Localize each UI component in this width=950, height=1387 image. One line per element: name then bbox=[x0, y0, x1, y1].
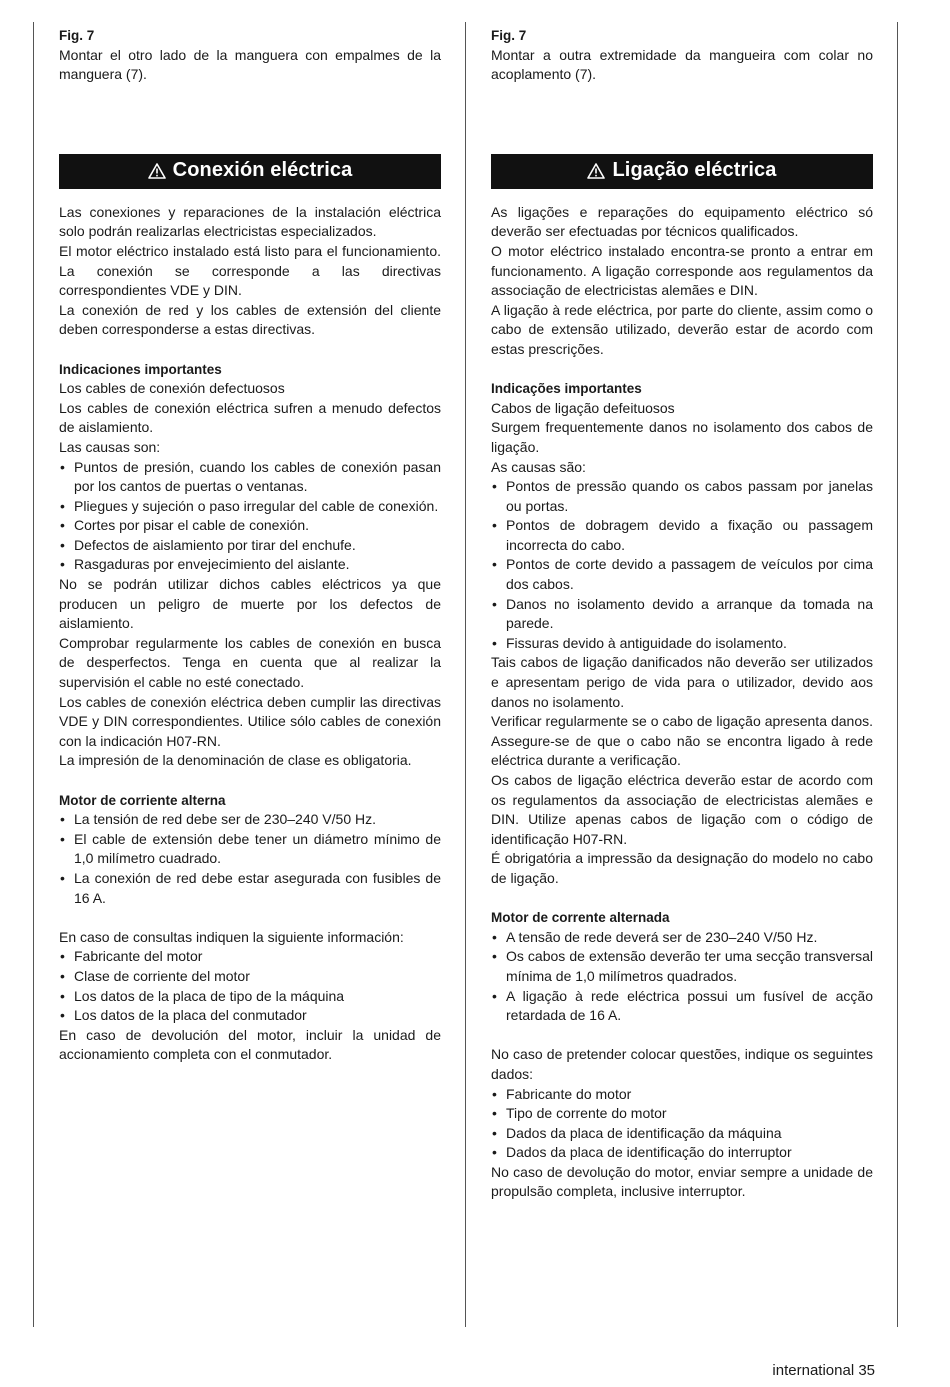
causes-list bbox=[491, 477, 873, 653]
intro-text bbox=[491, 203, 873, 360]
inquiry-list bbox=[491, 1085, 873, 1163]
intro-paragraph: El motor eléctrico instalado está listo para el funcionamiento. La conexión se corresponde a las directivas correspondientes VDE y DIN. bbox=[59, 242, 441, 299]
center-column-rule bbox=[465, 22, 466, 1327]
intro-text bbox=[59, 203, 441, 340]
list-item: • A ligação à rede eléctrica possui um fusível de acção retardada de 16 A. bbox=[491, 987, 873, 1026]
list-item: • Dados da placa de identificação do interruptor bbox=[491, 1143, 873, 1163]
paragraph: No se podrán utilizar dichos cables eléctricos ya que producen un peligro de muerte por los defectos de aislamiento. bbox=[59, 576, 441, 632]
paragraph: En caso de consultas indiquen la siguiente información: bbox=[59, 928, 404, 945]
page-footer: international 35 bbox=[772, 1362, 875, 1379]
paragraph: Surgem frequentemente danos no isolamento dos cabos de ligação. bbox=[491, 419, 873, 455]
fig-label: Fig. 7 bbox=[59, 28, 95, 43]
list-item: • Rasgaduras por envejecimiento del aislante. bbox=[59, 555, 441, 575]
paragraph: Los cables de conexión eléctrica deben cumplir las directivas VDE y DIN correspondientes. Utilice sólo cables de conexión con la indicación H07-RN. bbox=[59, 693, 441, 749]
section-heading-bar bbox=[491, 154, 873, 189]
list-item: • Clase de corriente del motor bbox=[59, 967, 441, 987]
list-item: • Puntos de presión, cuando los cables de conexión pasan por los cantos de puertas o ventanas. bbox=[59, 458, 441, 497]
causes-list bbox=[59, 458, 441, 576]
paragraph: É obrigatória a impressão da designação do modelo no cabo de ligação. bbox=[491, 850, 873, 886]
list-item: • Pontos de corte devido a passagem de veículos por cima dos cabos. bbox=[491, 555, 873, 594]
paragraph: Tais cabos de ligação danificados não deverão ser utilizados e apresentam perigo de vida para o utilizador, devido aos danos no isolamento. bbox=[491, 654, 873, 710]
list-item: • Danos no isolamento devido a arranque da tomada na parede. bbox=[491, 595, 873, 634]
warning-triangle-icon bbox=[148, 163, 166, 179]
list-item: • Fabricante del motor bbox=[59, 947, 441, 967]
motor-heading: Motor de corriente alterna bbox=[59, 792, 226, 808]
fig-caption: Montar a outra extremidade da mangueira com colar no acoplamento (7). bbox=[491, 46, 873, 83]
motor-list bbox=[59, 810, 441, 908]
list-item: • Os cabos de extensão deverão ter uma secção transversal mínima de 1,0 milímetros quadrados. bbox=[491, 947, 873, 986]
fig-label: Fig. 7 bbox=[491, 28, 527, 43]
intro-paragraph: La conexión de red y los cables de extensión del cliente deben corresponderse a estas directivas. bbox=[59, 301, 441, 338]
list-item: • Pontos de dobragem devido a fixação ou passagem incorrecta do cabo. bbox=[491, 516, 873, 555]
paragraph: Los cables de conexión defectuosos bbox=[59, 380, 285, 397]
section-heading: Conexión eléctrica bbox=[172, 159, 353, 182]
list-item: • Fissuras devido à antiguidade do isolamento. bbox=[491, 634, 873, 654]
paragraph: Las causas son: bbox=[59, 438, 161, 455]
list-item: • Pliegues y sujeción o paso irregular del cable de conexión. bbox=[59, 497, 441, 517]
list-item: • Pontos de pressão quando os cabos passam por janelas ou portas. bbox=[491, 477, 873, 516]
list-item: • Tipo de corrente do motor bbox=[491, 1104, 873, 1124]
paragraph: No caso de pretender colocar questões, indique os seguintes dados: bbox=[491, 1046, 873, 1082]
list-item: • Cortes por pisar el cable de conexión. bbox=[59, 516, 441, 536]
list-item: • El cable de extensión debe tener un diámetro mínimo de 1,0 milímetro cuadrado. bbox=[59, 830, 441, 869]
list-item: • Dados da placa de identificação da máquina bbox=[491, 1124, 873, 1144]
paragraph: Los cables de conexión eléctrica sufren a menudo defectos de aislamiento. bbox=[59, 399, 441, 436]
paragraph: Cabos de ligação defeituosos bbox=[491, 399, 675, 416]
paragraph: En caso de devolución del motor, incluir la unidad de accionamiento completa con el conmutador. bbox=[59, 1026, 441, 1063]
list-item: • La conexión de red debe estar asegurada con fusibles de 16 A. bbox=[59, 869, 441, 908]
paragraph: As causas são: bbox=[491, 458, 586, 475]
list-item: • La tensión de red debe ser de 230–240 V/50 Hz. bbox=[59, 810, 441, 830]
list-item: • Fabricante do motor bbox=[491, 1085, 873, 1105]
intro-paragraph: O motor eléctrico instalado encontra-se pronto a entrar em funcionamento. A ligação corresponde aos regulamentos da associação de electricistas alemães e DIN. bbox=[491, 242, 873, 299]
motor-heading: Motor de corrente alternada bbox=[491, 910, 670, 926]
intro-paragraph: As ligações e reparações do equipamento eléctrico só deverão ser efectuadas por técnicos qualificados. bbox=[491, 203, 873, 240]
paragraph: Verificar regularmente se o cabo de ligação apresenta danos. Assegure-se de que o cabo não se encontra ligado à rede eléctrica durante a verificação. bbox=[491, 713, 873, 769]
list-item: • Los datos de la placa del conmutador bbox=[59, 1006, 441, 1026]
portuguese-column bbox=[491, 26, 873, 1202]
important-heading: Indicações importantes bbox=[491, 381, 642, 397]
intro-paragraph: Las conexiones y reparaciones de la instalación eléctrica solo podrán realizarlas electricistas especializados. bbox=[59, 203, 441, 240]
motor-list bbox=[491, 928, 873, 1026]
section-heading: Ligação eléctrica bbox=[612, 159, 777, 182]
inquiry-list bbox=[59, 947, 441, 1025]
important-heading: Indicaciones importantes bbox=[59, 361, 222, 377]
list-item: • Los datos de la placa de tipo de la máquina bbox=[59, 987, 441, 1007]
intro-paragraph: A ligação à rede eléctrica, por parte do cliente, assim como o cabo de extensão utilizado, deverão estar de acordo com estas prescrições. bbox=[491, 301, 873, 357]
paragraph: No caso de devolução do motor, enviar sempre a unidade de propulsão completa, inclusive interruptor. bbox=[491, 1163, 873, 1200]
fig-caption: Montar el otro lado de la manguera con empalmes de la manguera (7). bbox=[59, 46, 441, 83]
paragraph: Os cabos de ligação eléctrica deverão estar de acordo com os regulamentos da associação de electricistas alemães e DIN. Utilize apenas cabos de ligação com o código de identificação H07-RN. bbox=[491, 772, 873, 847]
section-heading-bar bbox=[59, 154, 441, 189]
paragraph: La impresión de la denominación de clase es obligatoria. bbox=[59, 752, 412, 769]
list-item: • Defectos de aislamiento por tirar del enchufe. bbox=[59, 536, 441, 556]
list-item: • A tensão de rede deverá ser de 230–240 V/50 Hz. bbox=[491, 928, 873, 948]
left-margin-rule bbox=[33, 22, 34, 1327]
spanish-column bbox=[59, 26, 441, 1065]
warning-triangle-icon bbox=[587, 163, 605, 179]
right-margin-rule bbox=[897, 22, 898, 1327]
paragraph: Comprobar regularmente los cables de conexión en busca de desperfectos. Tenga en cuenta que al realizar la supervisión el cable no esté conectado. bbox=[59, 634, 441, 691]
